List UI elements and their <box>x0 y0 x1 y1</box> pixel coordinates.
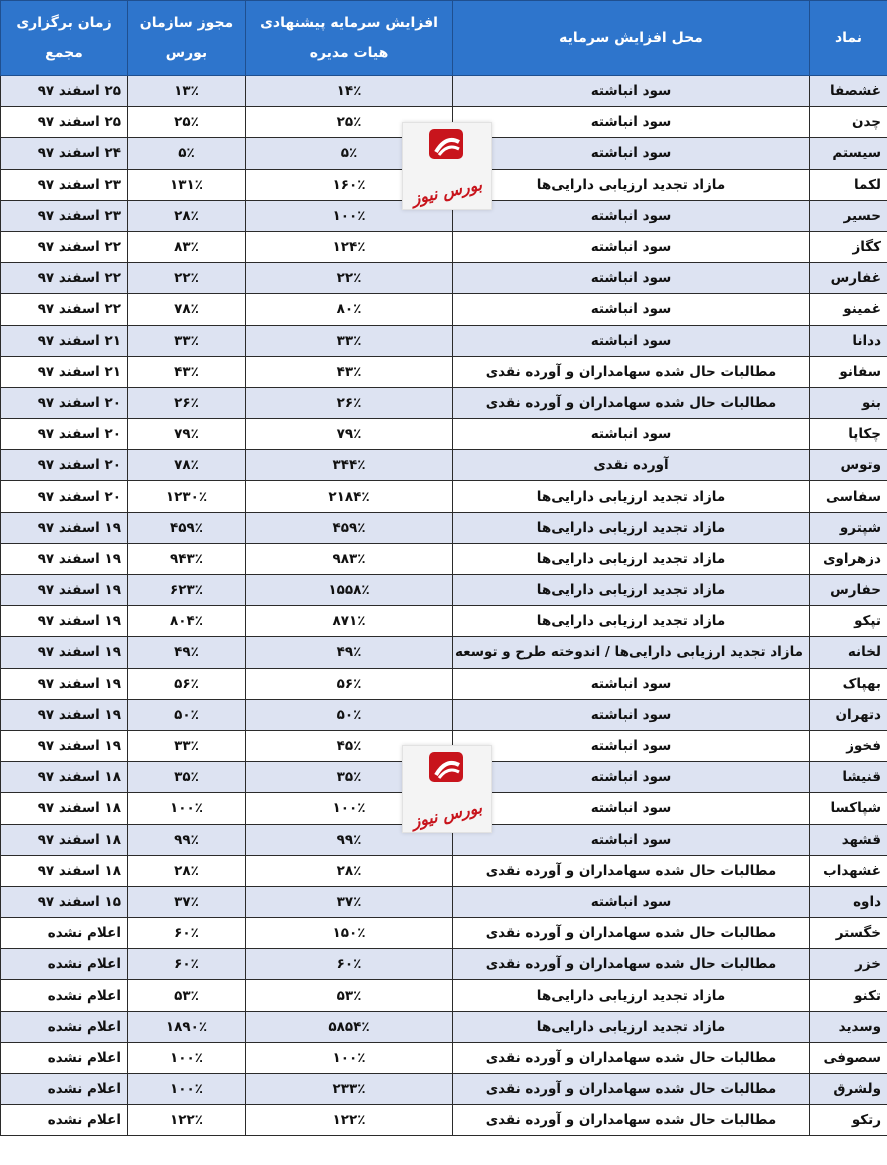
cell-board: ۳۵٪ <box>246 762 453 793</box>
cell-permit: ۴۳٪ <box>128 356 246 387</box>
cell-symbol: چکاپا <box>810 419 887 450</box>
cell-source: سود انباشته <box>453 793 810 824</box>
table-row <box>1 855 887 886</box>
cell-permit: ۷۸٪ <box>128 294 246 325</box>
cell-symbol: وسدید <box>810 1011 887 1042</box>
cell-board: ۲۱۸۴٪ <box>246 481 453 512</box>
cell-permit: ۲۶٪ <box>128 387 246 418</box>
cell-permit: ۲۸٪ <box>128 855 246 886</box>
cell-date: ۲۴ اسفند ۹۷ <box>1 138 128 169</box>
cell-board: ۱۲۴٪ <box>246 231 453 262</box>
cell-source: سود انباشته <box>453 699 810 730</box>
cell-board: ۴۵۹٪ <box>246 512 453 543</box>
cell-symbol: سفاسی <box>810 481 887 512</box>
cell-board: ۹۹٪ <box>246 824 453 855</box>
watermark-text: بورس نیوز <box>410 797 484 832</box>
cell-board: ۲۵٪ <box>246 107 453 138</box>
cell-date: ۱۹ اسفند ۹۷ <box>1 637 128 668</box>
cell-date: اعلام نشده <box>1 1074 128 1105</box>
cell-symbol: خگستر <box>810 918 887 949</box>
cell-source: سود انباشته <box>453 231 810 262</box>
cell-permit: ۵۰٪ <box>128 699 246 730</box>
cell-symbol: دتهران <box>810 699 887 730</box>
cell-source: مازاد تجدید ارزیابی دارایی‌ها <box>453 169 810 200</box>
cell-source: سود انباشته <box>453 762 810 793</box>
table-row <box>1 886 887 917</box>
cell-permit: ۹۹٪ <box>128 824 246 855</box>
table-row <box>1 606 887 637</box>
cell-board: ۸۰٪ <box>246 294 453 325</box>
cell-symbol: دزهراوی <box>810 543 887 574</box>
cell-date: ۱۵ اسفند ۹۷ <box>1 886 128 917</box>
cell-symbol: سصوفی <box>810 1042 887 1073</box>
cell-symbol: چدن <box>810 107 887 138</box>
cell-date: ۲۳ اسفند ۹۷ <box>1 169 128 200</box>
cell-date: ۲۵ اسفند ۹۷ <box>1 107 128 138</box>
cell-board: ۴۳٪ <box>246 356 453 387</box>
cell-source: مطالبات حال شده سهامداران و آورده نقدی <box>453 1042 810 1073</box>
cell-board: ۲۶٪ <box>246 387 453 418</box>
cell-source: مازاد تجدید ارزیابی دارایی‌ها / اندوخته طرح و توسعه <box>453 637 810 668</box>
table-row <box>1 76 887 107</box>
cell-source: مطالبات حال شده سهامداران و آورده نقدی <box>453 1074 810 1105</box>
cell-source: مطالبات حال شده سهامداران و آورده نقدی <box>453 1105 810 1136</box>
cell-symbol: حسیر <box>810 200 887 231</box>
cell-permit: ۱۰۰٪ <box>128 1042 246 1073</box>
cell-permit: ۳۳٪ <box>128 325 246 356</box>
cell-symbol: سفانو <box>810 356 887 387</box>
cell-symbol: داوه <box>810 886 887 917</box>
table-body <box>1 76 887 1136</box>
cell-symbol: ددانا <box>810 325 887 356</box>
cell-source: سود انباشته <box>453 107 810 138</box>
cell-permit: ۱۳٪ <box>128 76 246 107</box>
cell-source: سود انباشته <box>453 824 810 855</box>
cell-permit: ۱۰۰٪ <box>128 793 246 824</box>
cell-symbol: لکما <box>810 169 887 200</box>
cell-date: ۱۹ اسفند ۹۷ <box>1 543 128 574</box>
cell-permit: ۹۴۳٪ <box>128 543 246 574</box>
cell-symbol: کگاز <box>810 231 887 262</box>
cell-date: اعلام نشده <box>1 980 128 1011</box>
table-row <box>1 1105 887 1136</box>
cell-board: ۵۳٪ <box>246 980 453 1011</box>
cell-permit: ۵۳٪ <box>128 980 246 1011</box>
cell-source: مطالبات حال شده سهامداران و آورده نقدی <box>453 918 810 949</box>
cell-board: ۵۶٪ <box>246 668 453 699</box>
cell-date: ۲۲ اسفند ۹۷ <box>1 231 128 262</box>
cell-board: ۴۹٪ <box>246 637 453 668</box>
cell-date: ۲۲ اسفند ۹۷ <box>1 263 128 294</box>
table-row <box>1 450 887 481</box>
cell-date: ۱۹ اسفند ۹۷ <box>1 606 128 637</box>
cell-date: اعلام نشده <box>1 1042 128 1073</box>
cell-source: مطالبات حال شده سهامداران و آورده نقدی <box>453 356 810 387</box>
cell-permit: ۱۰۰٪ <box>128 1074 246 1105</box>
cell-symbol: رتکو <box>810 1105 887 1136</box>
cell-symbol: بنو <box>810 387 887 418</box>
cell-permit: ۲۲٪ <box>128 263 246 294</box>
cell-date: ۱۸ اسفند ۹۷ <box>1 824 128 855</box>
cell-symbol: فخوز <box>810 730 887 761</box>
cell-source: آورده نقدی <box>453 450 810 481</box>
watermark-logo <box>402 745 492 833</box>
cell-date: ۲۰ اسفند ۹۷ <box>1 481 128 512</box>
cell-date: ۱۹ اسفند ۹۷ <box>1 575 128 606</box>
cell-permit: ۱۸۹۰٪ <box>128 1011 246 1042</box>
cell-symbol: قنیشا <box>810 762 887 793</box>
cell-permit: ۵٪ <box>128 138 246 169</box>
cell-date: اعلام نشده <box>1 918 128 949</box>
cell-symbol: غفارس <box>810 263 887 294</box>
table-row <box>1 263 887 294</box>
cell-date: ۱۸ اسفند ۹۷ <box>1 762 128 793</box>
cell-board: ۱۰۰٪ <box>246 793 453 824</box>
cell-symbol: بهپاک <box>810 668 887 699</box>
cell-date: ۱۹ اسفند ۹۷ <box>1 730 128 761</box>
cell-board: ۵۰٪ <box>246 699 453 730</box>
cell-board: ۲۳۳٪ <box>246 1074 453 1105</box>
cell-source: سود انباشته <box>453 200 810 231</box>
cell-board: ۱۴٪ <box>246 76 453 107</box>
table-row <box>1 543 887 574</box>
table-row <box>1 294 887 325</box>
cell-date: ۱۹ اسفند ۹۷ <box>1 699 128 730</box>
cell-symbol: غشهداب <box>810 855 887 886</box>
table-row <box>1 356 887 387</box>
cell-symbol: قشهد <box>810 824 887 855</box>
cell-board: ۵۸۵۴٪ <box>246 1011 453 1042</box>
cell-source: مطالبات حال شده سهامداران و آورده نقدی <box>453 855 810 886</box>
cell-date: ۲۱ اسفند ۹۷ <box>1 325 128 356</box>
table-row <box>1 637 887 668</box>
cell-date: اعلام نشده <box>1 1105 128 1136</box>
cell-board: ۴۵٪ <box>246 730 453 761</box>
header-source: محل افزایش سرمایه <box>453 1 810 76</box>
cell-source: سود انباشته <box>453 294 810 325</box>
cell-date: ۱۸ اسفند ۹۷ <box>1 793 128 824</box>
cell-board: ۱۵۵۸٪ <box>246 575 453 606</box>
cell-board: ۷۹٪ <box>246 419 453 450</box>
cell-permit: ۱۲۲٪ <box>128 1105 246 1136</box>
cell-symbol: خزر <box>810 949 887 980</box>
cell-symbol: سیستم <box>810 138 887 169</box>
table-row <box>1 699 887 730</box>
table-row <box>1 512 887 543</box>
cell-board: ۲۲٪ <box>246 263 453 294</box>
cell-permit: ۱۲۳۰٪ <box>128 481 246 512</box>
cell-source: مازاد تجدید ارزیابی دارایی‌ها <box>453 606 810 637</box>
cell-board: ۳۴۴٪ <box>246 450 453 481</box>
cell-source: مازاد تجدید ارزیابی دارایی‌ها <box>453 575 810 606</box>
cell-permit: ۶۲۳٪ <box>128 575 246 606</box>
table-row <box>1 949 887 980</box>
cell-board: ۱۰۰٪ <box>246 200 453 231</box>
cell-board: ۱۵۰٪ <box>246 918 453 949</box>
cell-board: ۱۲۲٪ <box>246 1105 453 1136</box>
cell-permit: ۶۰٪ <box>128 918 246 949</box>
cell-source: مطالبات حال شده سهامداران و آورده نقدی <box>453 949 810 980</box>
cell-source: سود انباشته <box>453 263 810 294</box>
cell-source: سود انباشته <box>453 138 810 169</box>
cell-source: سود انباشته <box>453 886 810 917</box>
cell-permit: ۴۹٪ <box>128 637 246 668</box>
cell-board: ۸۷۱٪ <box>246 606 453 637</box>
cell-permit: ۸۳٪ <box>128 231 246 262</box>
cell-board: ۱۶۰٪ <box>246 169 453 200</box>
cell-permit: ۱۳۱٪ <box>128 169 246 200</box>
cell-permit: ۲۸٪ <box>128 200 246 231</box>
cell-source: سود انباشته <box>453 730 810 761</box>
header-symbol: نماد <box>810 1 887 76</box>
header-date: زمان برگزاری مجمع <box>1 1 128 76</box>
cell-symbol: وتوس <box>810 450 887 481</box>
cell-symbol: تپکو <box>810 606 887 637</box>
table-row <box>1 481 887 512</box>
table-row <box>1 980 887 1011</box>
cell-board: ۳۷٪ <box>246 886 453 917</box>
table-row <box>1 1011 887 1042</box>
cell-source: سود انباشته <box>453 419 810 450</box>
watermark-text: بورس نیوز <box>410 174 484 209</box>
cell-source: سود انباشته <box>453 76 810 107</box>
cell-permit: ۳۷٪ <box>128 886 246 917</box>
cell-source: مطالبات حال شده سهامداران و آورده نقدی <box>453 387 810 418</box>
cell-symbol: ولشرق <box>810 1074 887 1105</box>
cell-date: ۱۹ اسفند ۹۷ <box>1 512 128 543</box>
cell-permit: ۶۰٪ <box>128 949 246 980</box>
table-row <box>1 1074 887 1105</box>
cell-source: سود انباشته <box>453 668 810 699</box>
cell-date: ۱۸ اسفند ۹۷ <box>1 855 128 886</box>
cell-source: مازاد تجدید ارزیابی دارایی‌ها <box>453 1011 810 1042</box>
cell-source: سود انباشته <box>453 325 810 356</box>
cell-date: ۲۳ اسفند ۹۷ <box>1 200 128 231</box>
cell-board: ۵٪ <box>246 138 453 169</box>
cell-date: اعلام نشده <box>1 949 128 980</box>
cell-permit: ۸۰۴٪ <box>128 606 246 637</box>
table-row <box>1 668 887 699</box>
table-row <box>1 575 887 606</box>
cell-date: ۲۰ اسفند ۹۷ <box>1 450 128 481</box>
cell-symbol: شپترو <box>810 512 887 543</box>
header-board: افزایش سرمایه پیشنهادی هیات مدیره <box>246 1 453 76</box>
watermark-logo <box>402 122 492 210</box>
cell-date: ۲۰ اسفند ۹۷ <box>1 419 128 450</box>
cell-permit: ۴۵۹٪ <box>128 512 246 543</box>
table-row <box>1 387 887 418</box>
cell-board: ۳۳٪ <box>246 325 453 356</box>
cell-board: ۹۸۳٪ <box>246 543 453 574</box>
table-row <box>1 231 887 262</box>
cell-board: ۱۰۰٪ <box>246 1042 453 1073</box>
cell-permit: ۲۵٪ <box>128 107 246 138</box>
cell-date: اعلام نشده <box>1 1011 128 1042</box>
cell-symbol: لخانه <box>810 637 887 668</box>
cell-date: ۲۲ اسفند ۹۷ <box>1 294 128 325</box>
bourse-news-logo-icon <box>403 746 491 796</box>
bourse-news-logo-icon <box>403 123 491 173</box>
table-row <box>1 918 887 949</box>
cell-source: مازاد تجدید ارزیابی دارایی‌ها <box>453 481 810 512</box>
cell-permit: ۷۸٪ <box>128 450 246 481</box>
cell-permit: ۷۹٪ <box>128 419 246 450</box>
header-permit: مجوز سازمان بورس <box>128 1 246 76</box>
cell-permit: ۳۳٪ <box>128 730 246 761</box>
table-row <box>1 419 887 450</box>
cell-date: ۲۰ اسفند ۹۷ <box>1 387 128 418</box>
cell-symbol: غمینو <box>810 294 887 325</box>
header-row <box>1 1 887 76</box>
cell-symbol: غشصفا <box>810 76 887 107</box>
cell-date: ۲۵ اسفند ۹۷ <box>1 76 128 107</box>
cell-symbol: شپاکسا <box>810 793 887 824</box>
table-row <box>1 1042 887 1073</box>
cell-symbol: تکنو <box>810 980 887 1011</box>
cell-board: ۲۸٪ <box>246 855 453 886</box>
cell-date: ۱۹ اسفند ۹۷ <box>1 668 128 699</box>
table-header <box>1 1 887 76</box>
cell-board: ۶۰٪ <box>246 949 453 980</box>
cell-symbol: حفارس <box>810 575 887 606</box>
cell-date: ۲۱ اسفند ۹۷ <box>1 356 128 387</box>
cell-permit: ۵۶٪ <box>128 668 246 699</box>
cell-source: مازاد تجدید ارزیابی دارایی‌ها <box>453 980 810 1011</box>
cell-permit: ۳۵٪ <box>128 762 246 793</box>
cell-source: مازاد تجدید ارزیابی دارایی‌ها <box>453 543 810 574</box>
table-row <box>1 325 887 356</box>
cell-source: مازاد تجدید ارزیابی دارایی‌ها <box>453 512 810 543</box>
